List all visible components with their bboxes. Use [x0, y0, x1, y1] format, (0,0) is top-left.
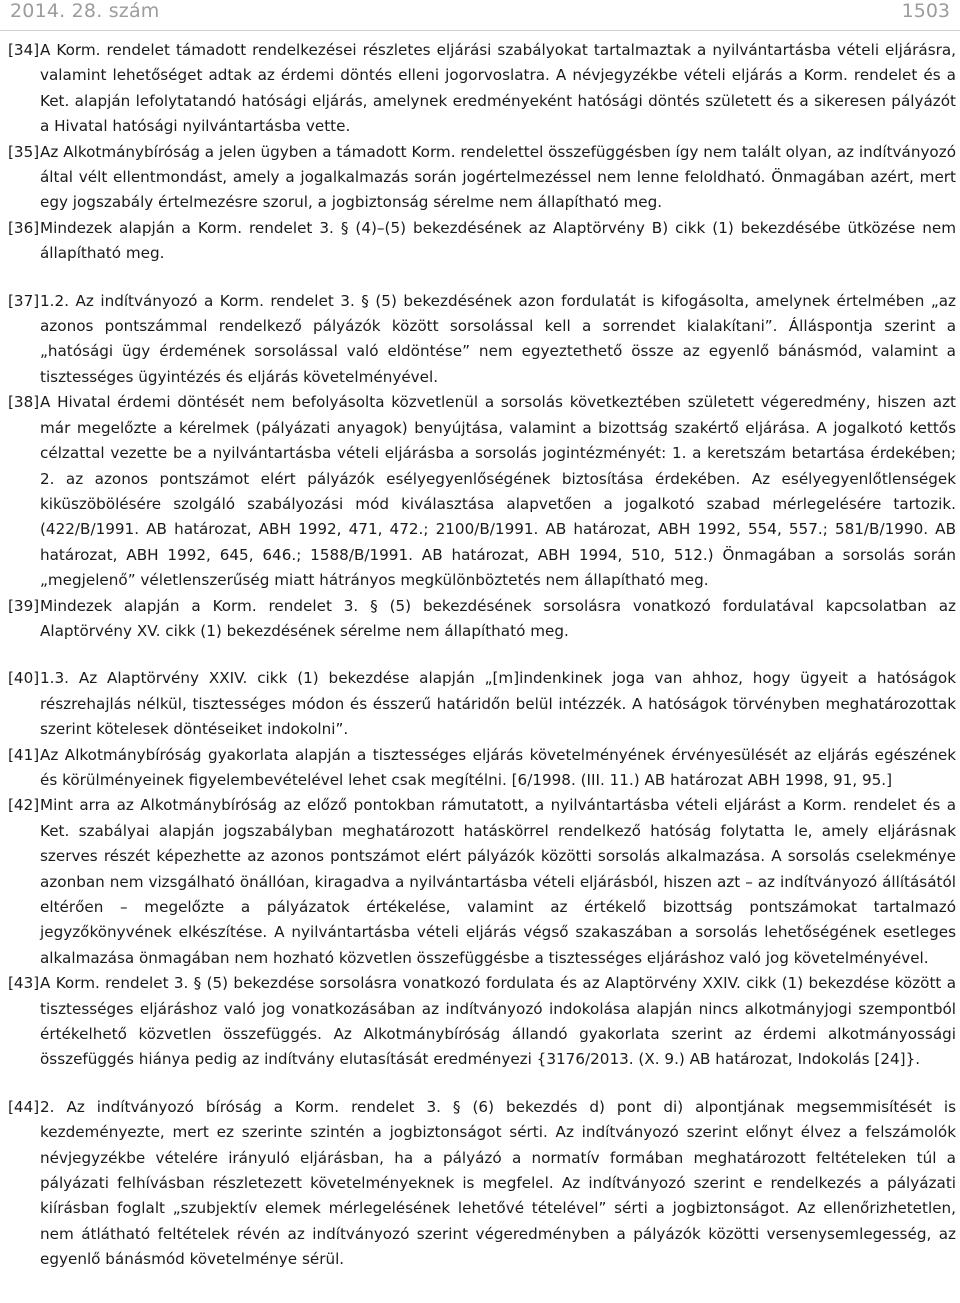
paragraph-38	[8, 390, 956, 593]
paragraph-text: Mint arra az Alkotmánybíróság az előző pontokban rámutatott, a nyilvántartásba vételi eljárást a Korm. rendelet és a Ket. szabályai alapján jogszabályban meghatározott hatáskörrel rendelkező hatóság folytatta le, amely eljárásnak szerves részét képezhette az azonos pontszámot elért pályázók közötti sorsolás alkalmazása. A sorsolás cselekménye azonban nem vizsgálható önállóan, kiragadva a nyilvántartásba vételi eljárásból, hiszen azt – az indítványozó állításától eltérően – megelőzte a pályázatok értékelése, valamint az értékelő bizottság pontszámokat tartalmazó jegyzőkönyvének elkészítése. A nyilvántartásba vételi eljárás végső szakaszában a sorsolás lehetőségének esetleges alkalmazása önmagában nem hozható közvetlen összefüggésbe a tisztességes eljáráshoz való jog követelményével.	[40, 796, 956, 967]
paragraph-34	[8, 38, 956, 140]
paragraph-text: 2. Az indítványozó bíróság a Korm. rendelet 3. § (6) bekezdés d) pont di) alpontjának megsemmisítését is kezdeményezte, mert ez szerinte szintén a jogbiztonságot sérti. Az indítványozó szerint előnyt élvez a felszámolók névjegyzékbe vételére irányuló eljárásban, ha a pályázó a normatív formában meghatározott feltételeken túl a pályázati felhívásban részletezett követelményeknek is megfelel. Az indítványozó szerint e rendelkezés a pályázati kiírásban foglalt „szubjektív elemek mérlegelésének lehetővé tételével” sérti a jogbiztonságot. Az ellenőrizhetetlen, nem átlátható feltételek révén az indítványozó szerint végeredményben a pályázók közötti versenysemlegesség, az egyenlő bánásmód követelménye sérül.	[40, 1097, 956, 1269]
paragraph-number: [41]	[8, 745, 40, 764]
paragraph-text: A Korm. rendelet 3. § (5) bekezdése sorsolásra vonatkozó fordulata és az Alaptörvény XXIV. cikk (1) bekezdése között a tisztességes eljáráshoz való jog vonatkozásában az indítványozó indokolása alapján nincs alkotmányjogi szempontból értékelhető közvetlen összefüggés. Az Alkotmánybíróság állandó gyakorlata szerint az érdemi alkotmányossági összefüggés hiánya pedig az indítvány elutasítását eredményezi {3176/2013. (X. 9.) AB határozat, Indokolás [24]}.	[40, 974, 956, 1069]
paragraph-44	[8, 1095, 956, 1273]
paragraph-text: A Korm. rendelet támadott rendelkezései részletes eljárási szabályokat tartalmaztak a nyilvántartásba vételi eljárásra, valamint lehetőséget adtak az érdemi döntés elleni jogorvoslatra. A névjegyzékbe vételi eljárás a Korm. rendelet és a Ket. alapján lefolytatandó hatósági eljárás, amelynek eredményeként hatósági döntés született és a sikeresen pályázót a Hivatal hatósági nyilvántartásba vette.	[40, 41, 956, 136]
paragraph-number: [39]	[8, 596, 40, 615]
paragraph-39	[8, 594, 956, 645]
section-spacer	[8, 644, 956, 666]
paragraph-42	[8, 793, 956, 971]
section-spacer	[8, 267, 956, 289]
paragraph-number: [40]	[8, 669, 40, 688]
issue-label: 2014. 28. szám	[10, 0, 160, 22]
paragraph-37	[8, 289, 956, 391]
paragraph-35	[8, 140, 956, 216]
paragraph-text: 1.3. Az Alaptörvény XXIV. cikk (1) bekezdése alapján „[m]indenkinek joga van ahhoz, hogy ügyeit a hatóságok részrehajlás nélkül, tisztességes módon és ésszerű határidőn belül intézzék. A hatóságok törvényben meghatározottak szerint kötelesek döntéseiket indokolni”.	[40, 669, 956, 739]
page-header	[0, 0, 960, 31]
page-number: 1503	[901, 0, 950, 22]
paragraph-text: Az Alkotmánybíróság gyakorlata alapján a tisztességes eljárás követelményének érvényesülését az eljárás egészének és körülményeinek figyelembevételével lehet csak megítélni. [6/1998. (III. 11.) AB határozat ABH 1998, 91, 95.]	[40, 745, 956, 789]
paragraph-text: Az Alkotmánybíróság a jelen ügyben a támadott Korm. rendelettel összefüggésben így nem talált olyan, az indítványozó által vélt ellentmondást, amely a jogalkalmazás során jogértelmezéssel nem lenne feloldható. Önmagában azért, mert egy jogszabály értelmezésre szorul, a jogbiztonság sérelme nem állapítható meg.	[40, 142, 956, 212]
paragraph-number: [34]	[8, 41, 40, 59]
paragraph-number: [44]	[8, 1097, 40, 1116]
paragraph-36	[8, 216, 956, 267]
paragraph-number: [37]	[8, 291, 40, 310]
paragraph-number: [36]	[8, 218, 40, 237]
paragraph-43	[8, 971, 956, 1073]
paragraph-40	[8, 666, 956, 742]
paragraph-41	[8, 743, 956, 794]
paragraph-text: Mindezek alapján a Korm. rendelet 3. § (5) bekezdésének sorsolásra vonatkozó fordulatával kapcsolatban az Alaptörvény XV. cikk (1) bekezdésének sérelme nem állapítható meg.	[40, 596, 956, 640]
paragraph-text: A Hivatal érdemi döntését nem befolyásolta közvetlenül a sorsolás következtében született végeredmény, hiszen azt már megelőzte a kérelmek (pályázati anyagok) benyújtása, valamint a bizottság szakértő eljárása. A jogalkotó kettős célzattal vezette be a nyilvántartásba vételi eljárásba a sorsolás jogintézményét: 1. a keretszám betartása érdekében; 2. az azonos pontszámot elért pályázók esélyegyenlőségének biztosítása érdekében. Az esélyegyenlőtlenségek kiküszöbölésére szolgáló szabályozási mód kiválasztása alapvetően a jogalkotó szabad mérlegelésére tartozik. (422/B/1991. AB határozat, ABH 1992, 471, 472.; 2100/B/1991. AB határozat, ABH 1992, 554, 557.; 581/B/1990. AB határozat, ABH 1992, 645, 646.; 1588/B/1991. AB határozat, ABH 1994, 510, 512.) Önmagában a sorsolás során „megjelenő” véletlenszerűség miatt hátrányos megkülönböztetés nem állapítható meg.	[40, 393, 956, 590]
section-spacer	[8, 1073, 956, 1095]
paragraph-number: [43]	[8, 974, 40, 993]
paragraph-text: 1.2. Az indítványozó a Korm. rendelet 3. § (5) bekezdésének azon fordulatát is kifogásolta, amelynek értelmében „az azonos pontszámmal rendelkező pályázók között sorsolással kell a sorrendet kialakítani”. Álláspontja szerint a „hatósági ügy érdemének sorsolással való eldöntése” nem egyeztethető össze az egyenlő bánásmód, valamint a tisztességes ügyintézés és eljárás követelményével.	[40, 291, 956, 386]
paragraph-text: Mindezek alapján a Korm. rendelet 3. § (4)–(5) bekezdésének az Alaptörvény B) cikk (1) bekezdésébe ütközése nem állapítható meg.	[40, 218, 956, 263]
document-body	[8, 38, 956, 1273]
paragraph-number: [42]	[8, 796, 40, 815]
paragraph-number: [35]	[8, 142, 40, 161]
paragraph-number: [38]	[8, 393, 40, 412]
